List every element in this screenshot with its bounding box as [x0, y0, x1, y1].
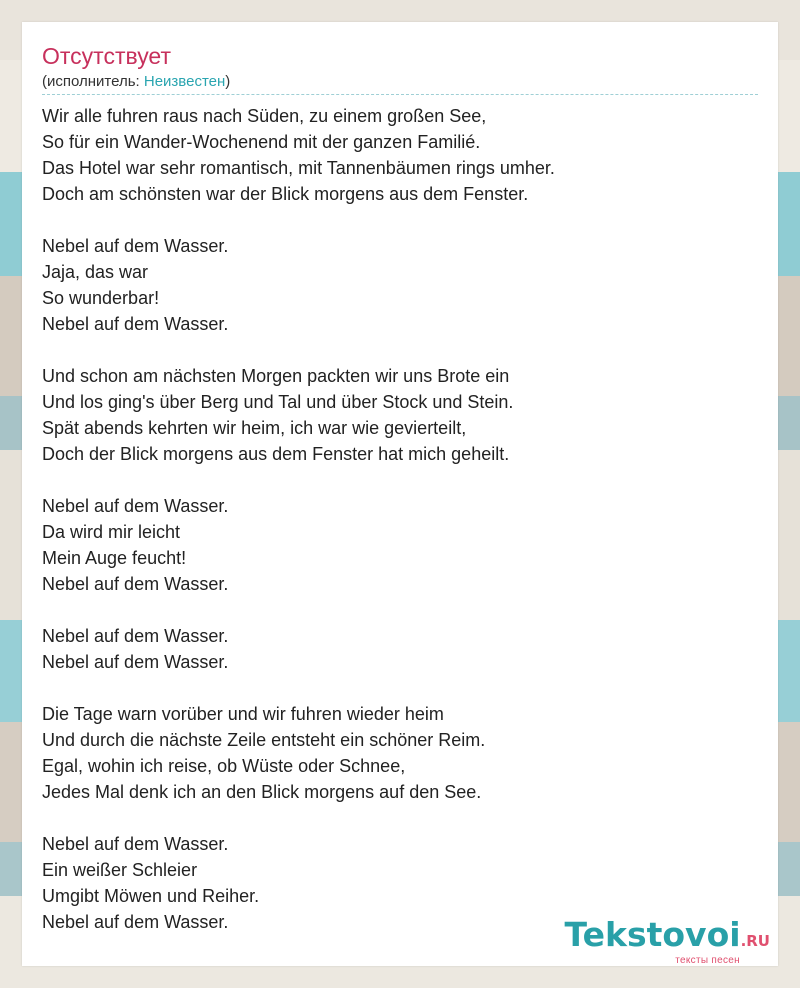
stanza-gap — [42, 337, 555, 363]
site-logo[interactable] — [565, 917, 770, 966]
artist-suffix: ) — [225, 73, 231, 90]
lyric-line: Egal, wohin ich reise, ob Wüste oder Schnee, — [42, 756, 406, 776]
lyric-line: Nebel auf dem Wasser. — [42, 652, 229, 672]
lyric-line: Jedes Mal denk ich an den Blick morgens auf den See. — [42, 782, 482, 802]
lyric-line: Nebel auf dem Wasser. — [42, 574, 229, 594]
artist-line — [42, 73, 230, 90]
lyric-line: Umgibt Möwen und Reiher. — [42, 886, 260, 906]
lyric-line: Mein Auge feucht! — [42, 548, 187, 568]
logo-tld: .RU — [740, 932, 770, 950]
lyric-line: Die Tage warn vorüber und wir fuhren wieder heim — [42, 704, 444, 724]
stanza — [42, 363, 555, 467]
stanza-gap — [42, 207, 555, 233]
divider — [42, 94, 758, 95]
lyrics-text — [42, 103, 555, 935]
lyric-line: Nebel auf dem Wasser. — [42, 912, 229, 932]
lyric-line: Nebel auf dem Wasser. — [42, 236, 229, 256]
lyric-line: Das Hotel war sehr romantisch, mit Tannenbäumen rings umher. — [42, 158, 555, 178]
stanza-gap — [42, 597, 555, 623]
logo-tagline: тексты песен — [675, 955, 740, 966]
stanza-gap — [42, 805, 555, 831]
lyric-line: Und los ging's über Berg und Tal und über Stock und Stein. — [42, 392, 514, 412]
artist-name-link[interactable]: Неизвестен — [143, 73, 226, 90]
lyrics-card — [22, 22, 778, 966]
lyric-line: Jaja, das war — [42, 262, 149, 282]
lyric-line: Und durch die nächste Zeile entsteht ein schöner Reim. — [42, 730, 486, 750]
stanza — [42, 233, 555, 337]
lyric-line: Nebel auf dem Wasser. — [42, 496, 229, 516]
lyric-line: Wir alle fuhren raus nach Süden, zu einem großen See, — [42, 106, 487, 126]
stanza-gap — [42, 675, 555, 701]
lyric-line: Spät abends kehrten wir heim, ich war wie gevierteilt, — [42, 418, 467, 438]
stanza — [42, 831, 555, 935]
lyric-line: Nebel auf dem Wasser. — [42, 626, 229, 646]
logo-wordmark: Tekstovoi — [564, 915, 741, 954]
lyric-line: Da wird mir leicht — [42, 522, 181, 542]
lyric-line: So für ein Wander-Wochenend mit der ganzen Familié. — [42, 132, 481, 152]
lyric-line: Ein weißer Schleier — [42, 860, 198, 880]
lyric-line: Nebel auf dem Wasser. — [42, 314, 229, 334]
stanza — [42, 493, 555, 597]
stanza — [42, 623, 555, 675]
stanza — [42, 103, 555, 207]
lyric-line: So wunderbar! — [42, 288, 160, 308]
stanza-gap — [42, 467, 555, 493]
artist-prefix: (исполнитель: — [42, 73, 144, 90]
song-title: Отсутствует — [42, 43, 171, 69]
lyric-line: Doch am schönsten war der Blick morgens aus dem Fenster. — [42, 184, 529, 204]
lyric-line: Doch der Blick morgens aus dem Fenster hat mich geheilt. — [42, 444, 510, 464]
stanza — [42, 701, 555, 805]
lyric-line: Nebel auf dem Wasser. — [42, 834, 229, 854]
lyric-line: Und schon am nächsten Morgen packten wir uns Brote ein — [42, 366, 510, 386]
